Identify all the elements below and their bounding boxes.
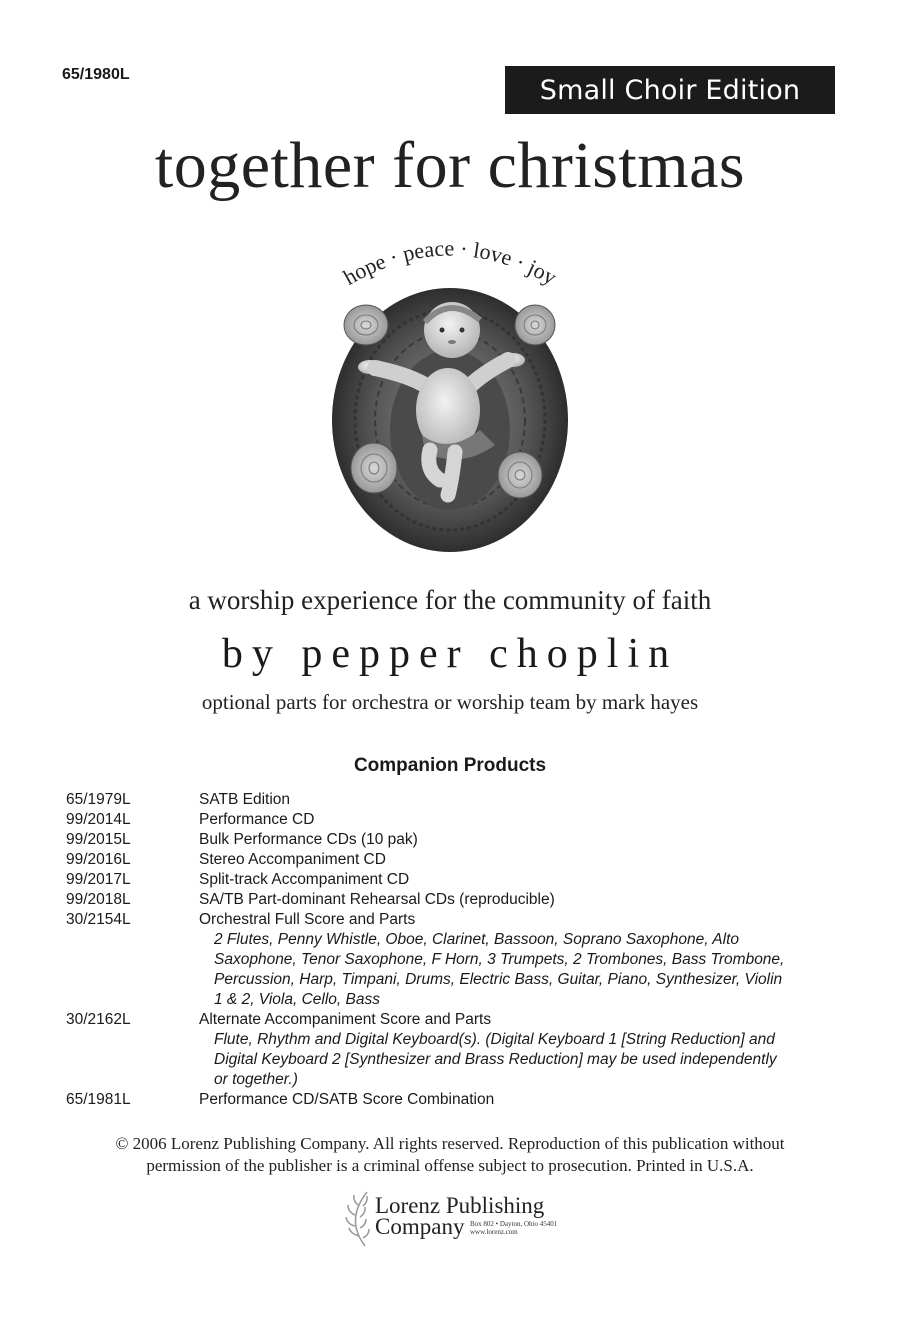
product-code: 65/1981L <box>66 1091 131 1108</box>
arc-words: hope · peace · love · joy <box>338 235 562 290</box>
product-note: Flute, Rhythm and Digital Keyboard(s). (Digital Keyboard 1 [String Reduction] and Digital Keyboard 2 [Synthesizer and Brass Reduction] may be used independently or together.) <box>214 1031 777 1088</box>
publisher-address-line: Box 802 • Dayton, Ohio 45401 <box>470 1220 558 1228</box>
product-code: 99/2017L <box>66 871 131 888</box>
product-desc: Orchestral Full Score and Parts <box>199 911 416 928</box>
publisher-name-line-1: Lorenz Publishing <box>375 1193 545 1218</box>
publisher-address <box>470 1220 557 1236</box>
product-desc: Performance CD <box>199 811 315 828</box>
product-row <box>66 790 846 810</box>
author-line: by pepper choplin <box>221 631 679 677</box>
product-row <box>66 870 846 890</box>
product-row <box>66 830 846 850</box>
product-desc: Split-track Accompaniment CD <box>199 871 410 888</box>
product-desc: Alternate Accompaniment Score and Parts <box>199 1011 492 1028</box>
publisher-website: www.lorenz.com <box>470 1228 518 1236</box>
product-row <box>66 910 846 930</box>
log-top-right <box>515 305 555 345</box>
product-code: 30/2154L <box>66 911 131 928</box>
product-code: 99/2014L <box>66 811 131 828</box>
copyright-line-2: permission of the publisher is a criminal offense subject to prosecution. Printed in U.S.A. <box>146 1156 754 1175</box>
product-code: 99/2018L <box>66 891 131 908</box>
edition-badge: Small Choir Edition <box>505 66 835 114</box>
log-bottom-left <box>351 443 397 493</box>
product-note: 2 Flutes, Penny Whistle, Oboe, Clarinet, Bassoon, Soprano Saxophone, Alto Saxophone, Tenor Saxophone, F Horn, 3 Trumpets, 2 Trombones, Bass Trombone, Percussion, Harp, Timpani, Drums, Electric Bass, Guitar, Piano, Synthesizer, Violin 1 & 2, Viola, Cello, Bass <box>214 931 785 1008</box>
copyright-line-1: © 2006 Lorenz Publishing Company. All rights reserved. Reproduction of this publication without <box>115 1134 785 1153</box>
product-code: 30/2162L <box>66 1011 131 1028</box>
product-desc: Bulk Performance CDs (10 pak) <box>199 831 418 848</box>
laurel-icon <box>346 1192 369 1246</box>
product-code: 99/2015L <box>66 831 131 848</box>
product-row <box>66 890 846 910</box>
product-desc: SA/TB Part-dominant Rehearsal CDs (reproducible) <box>199 891 555 908</box>
catalog-number: 65/1980L <box>62 66 130 83</box>
manger-illustration <box>330 280 570 555</box>
product-desc: SATB Edition <box>199 791 291 808</box>
product-row <box>66 1090 846 1110</box>
log-top-left <box>344 305 388 345</box>
product-code: 99/2016L <box>66 851 131 868</box>
arranger-credit: optional parts for orchestra or worship team by mark hayes <box>201 690 699 714</box>
product-code: 65/1979L <box>66 791 131 808</box>
product-desc: Stereo Accompaniment CD <box>199 851 386 868</box>
product-row <box>66 1010 846 1030</box>
subtitle: a worship experience for the community of faith <box>188 585 712 615</box>
copyright-notice <box>0 1133 900 1177</box>
page-title: together for christmas <box>154 129 746 202</box>
product-row <box>66 850 846 870</box>
companion-heading: Companion Products <box>353 755 547 776</box>
companion-products-list <box>66 790 846 1110</box>
log-bottom-right <box>498 452 542 498</box>
product-row <box>66 810 846 830</box>
publisher-name-line-2: Company <box>375 1214 465 1239</box>
product-desc: Performance CD/SATB Score Combination <box>199 1091 495 1108</box>
